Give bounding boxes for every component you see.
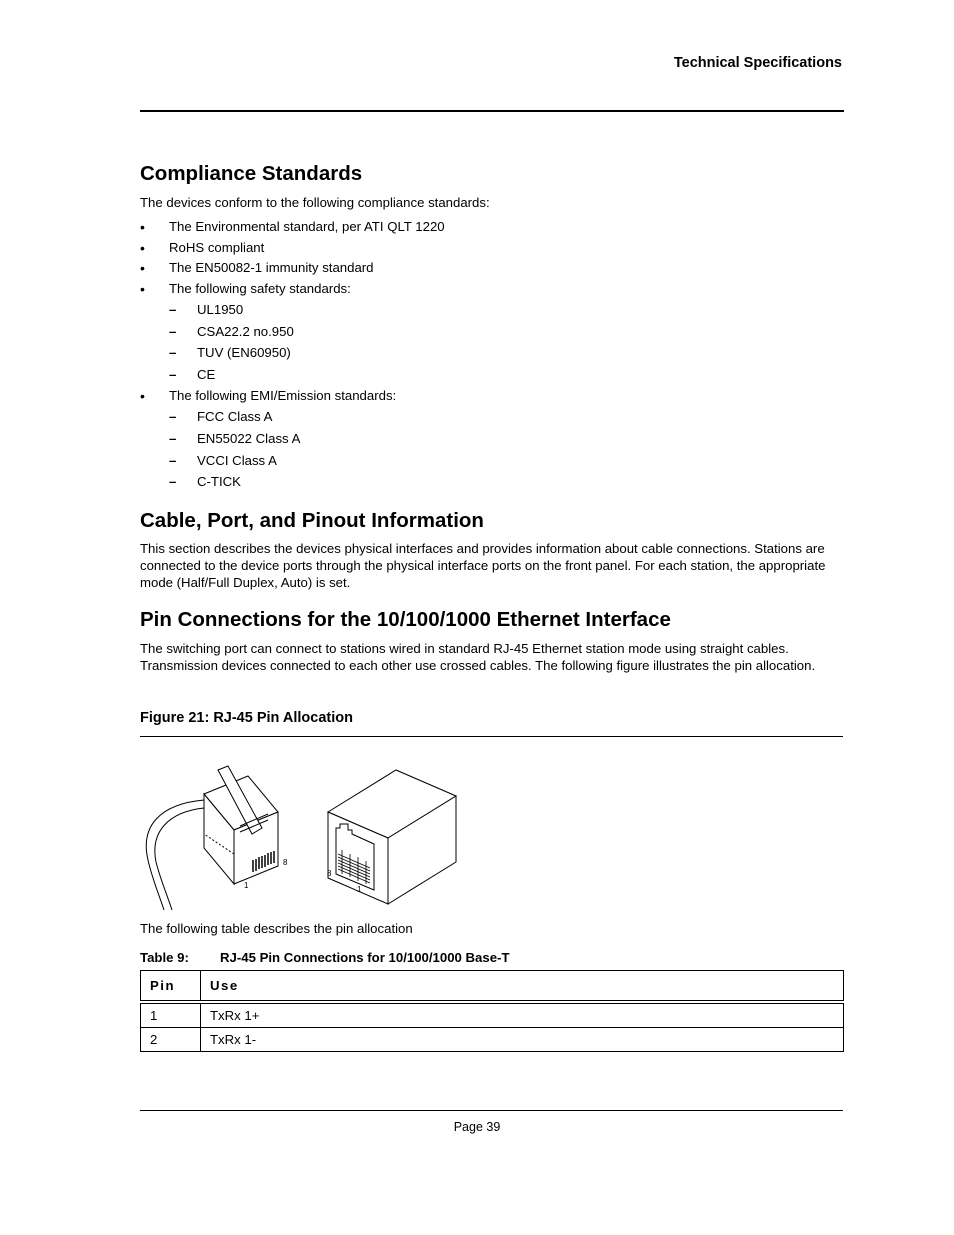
compliance-intro: The devices conform to the following compliance standards:: [140, 195, 490, 210]
dash-icon: –: [169, 452, 177, 468]
dash-icon: –: [169, 474, 177, 490]
sub-list-item: – VCCI Class A: [169, 450, 445, 472]
table-cell: TxRx 1-: [201, 1028, 844, 1052]
bullet-icon: •: [140, 260, 145, 276]
figure-caption: Figure 21: RJ-45 Pin Allocation: [140, 710, 353, 726]
footer-rule: [140, 1110, 843, 1111]
list-item: • The following safety standards: – UL1950 – CSA22.2 no.950 – TUV (EN60950) – CE: [140, 279, 445, 386]
dash-icon: –: [169, 431, 177, 447]
table-header-row: [141, 971, 844, 1003]
bullet-icon: •: [140, 239, 145, 256]
rj45-plug-icon: [204, 766, 288, 890]
dash-icon: –: [169, 345, 177, 361]
page-number: Page 39: [453, 1120, 501, 1134]
table-row: [141, 1002, 844, 1028]
table-cell: TxRx 1+: [201, 1002, 844, 1028]
header-rule: [140, 110, 844, 112]
table-number: Table 9:: [140, 950, 189, 965]
table-caption: [140, 950, 510, 965]
table-title: RJ-45 Pin Connections for 10/100/1000 Base-T: [220, 950, 510, 965]
pin-allocation-table: [140, 970, 844, 1052]
running-header: Technical Specifications: [673, 55, 842, 71]
dash-icon: –: [169, 367, 177, 383]
table-row: [141, 1028, 844, 1052]
sub-list-item: – C-TICK: [169, 471, 445, 493]
sub-list-item: – TUV (EN60950): [169, 342, 445, 364]
list-item: • The following EMI/Emission standards: – FCC Class A – EN55022 Class A – VCCI Class A – C-TICK: [140, 386, 445, 493]
emi-standards-list: [169, 406, 445, 493]
plug-pin-label-1: 1: [244, 881, 249, 890]
heading-pin-connections: Pin Connections for the 10/100/1000 Ethernet Interface: [140, 608, 671, 631]
pin-connections-paragraph: The switching port can connect to stations wired in standard RJ-45 Ethernet station mode using straight cables. Transmission devices connected to each other use crossed cables. The following figure illustrates the pin allocation.: [140, 641, 816, 673]
safety-standards-list: [169, 299, 445, 386]
jack-pin-label-1: 1: [357, 885, 362, 894]
plug-pin-label-8: 8: [283, 858, 288, 867]
caption-rule: [140, 736, 843, 737]
sub-list-item: – FCC Class A: [169, 406, 445, 428]
bullet-icon: •: [140, 219, 145, 235]
column-header-pin: Pin: [141, 971, 201, 1003]
sub-list-item: – CSA22.2 no.950: [169, 321, 445, 343]
column-header-use: Use: [201, 971, 844, 1003]
dash-icon: –: [169, 302, 177, 317]
rj45-jack-icon: [327, 770, 456, 904]
sub-list-item: – EN55022 Class A: [169, 428, 445, 450]
sub-list-item: – UL1950: [169, 299, 445, 321]
bullet-icon: •: [140, 280, 145, 297]
heading-cable-port-pinout: Cable, Port, and Pinout Information: [140, 509, 484, 532]
list-item: • The EN50082-1 immunity standard: [140, 258, 445, 279]
bullet-icon: •: [140, 387, 145, 404]
list-item: • RoHS compliant: [140, 238, 445, 259]
jack-pin-label-8: 8: [327, 869, 332, 878]
list-item: • The Environmental standard, per ATI QLT 1220: [140, 217, 445, 238]
table-cell: 1: [141, 1002, 201, 1028]
dash-icon: –: [169, 409, 177, 425]
table-intro: The following table describes the pin allocation: [140, 921, 413, 936]
table-cell: 2: [141, 1028, 201, 1052]
compliance-list: [140, 217, 445, 493]
sub-list-item: – CE: [169, 364, 445, 386]
dash-icon: –: [169, 323, 177, 339]
cable-paragraph: This section describes the devices physical interfaces and provides information about cable connections. Stations are connected to the device ports through the physical interface ports on the front panel. For each station, the appropriate mode (Half/Full Duplex, Auto) is set.: [140, 541, 826, 590]
rj45-figure: [140, 764, 460, 912]
heading-compliance-standards: Compliance Standards: [140, 162, 363, 185]
rj45-illustration: [140, 764, 460, 912]
